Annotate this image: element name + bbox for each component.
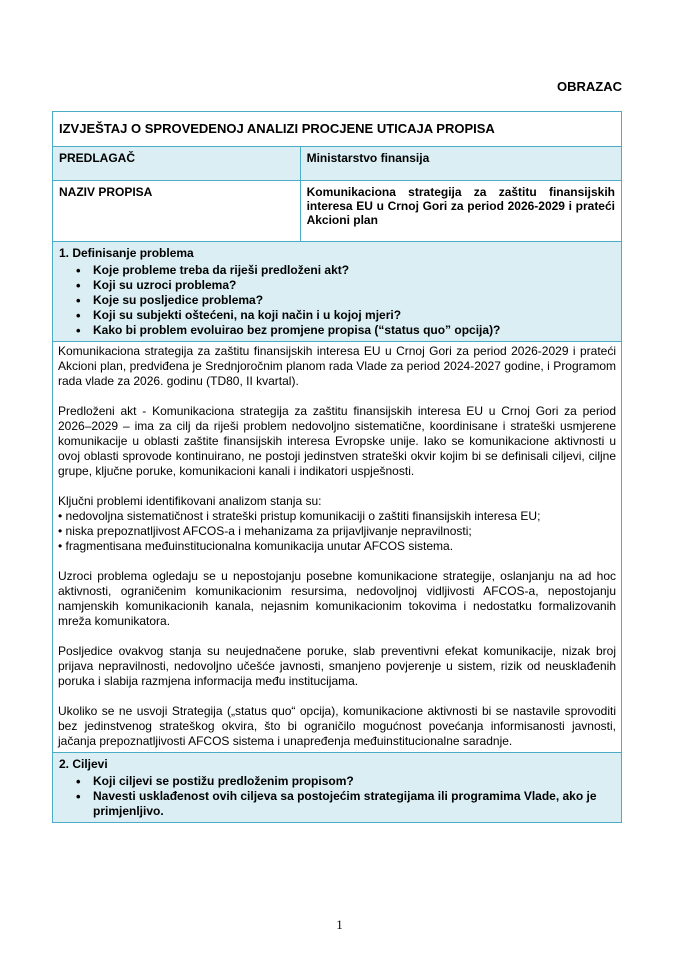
report-title: IZVJEŠTAJ O SPROVEDENOJ ANALIZI PROCJENE UTICAJA PROPISA — [53, 112, 622, 147]
ria-report-table — [52, 111, 622, 823]
section-2-header-row — [53, 753, 622, 823]
proposer-label: PREDLAGAČ — [53, 147, 301, 181]
paragraph: Posljedice ovakvog stanja su neujednačene poruke, slab preventivni efekat komunikacije, nizak broj prijava nepravilnosti, nedovoljno učešće javnosti, smanjeno povjerenje u sistem, rizik od neusklađenih poruka i slabija razmjena informacija među institucijama. — [58, 644, 616, 688]
section-2-title: 2. Ciljevi — [59, 757, 108, 771]
section-1-question: • Koje probleme treba da riješi predloženi akt? — [93, 263, 615, 278]
section-2-header — [53, 753, 622, 823]
paragraph: Uzroci problema ogledaju se u nepostojanju posebne komunikacione strategije, oslanjanju na ad hoc aktivnosti, ograničenim komunikacionim resursima, nedovoljnoj vidljivosti AFCOS-a, nepostojanju namjenskih komunikacionih kanala, nejasnim komunikacionim tokovima i nedostatku formalizovanih mreža komunikatora. — [58, 569, 616, 628]
section-1-title: 1. Definisanje problema — [59, 246, 194, 260]
regulation-value: Komunikaciona strategija za zaštitu finansijskih interesa EU u Crnoj Gori za period 2026-2029 i prateći Akcioni plan — [300, 181, 621, 242]
section-1-header-row — [53, 242, 622, 342]
section-1-header — [53, 242, 622, 342]
regulation-label: NAZIV PROPISA — [53, 181, 301, 242]
section-1-question: • Koji su uzroci problema? — [93, 278, 615, 293]
problem-list-item: • niska prepoznatljivost AFCOS-a i mehanizama za prijavljivanje nepravilnosti; — [58, 524, 472, 538]
paragraph: Komunikaciona strategija za zaštitu finansijskih interesa EU u Crnoj Gori za period 2026-2029 i prateći Akcioni plan, predviđena je Srednjoročnim planom rada Vlade za period 2024-2027 godine, i Programom rada vlade za 2026. godinu (TD80, II kvartal). — [58, 344, 616, 388]
form-label: OBRAZAC — [557, 79, 622, 94]
section-2-question: • Koji ciljevi se postižu predloženim propisom? — [93, 774, 615, 789]
section-2-question: • Navesti usklađenost ovih ciljeva sa postojećim strategijama ili programima Vlade, ako je primjenljivo. — [93, 789, 615, 819]
proposer-row — [53, 147, 622, 181]
section-1-question: • Koji su subjekti oštećeni, na koji način i u kojoj mjeri? — [93, 308, 615, 323]
problem-list-item: • nedovoljna sistematičnost i strateški pristup komunikaciji o zaštiti finansijskih interesa EU; — [58, 509, 541, 523]
section-2-questions — [59, 774, 615, 819]
section-1-body-row — [53, 342, 622, 753]
section-1-questions — [59, 263, 615, 338]
page-number: 1 — [336, 917, 343, 932]
paragraph: Ukoliko se ne usvoji Strategija („status quo“ opcija), komunikacione aktivnosti bi se nastavile sprovoditi bez jedinstvenog strateškog okvira, što bi ograničilo mogućnost povećanja informisanosti javnosti, jačanja prepoznatljivosti AFCOS sistema i unapređenja međuinstitucionalne saradnje. — [58, 704, 616, 748]
report-title-row — [53, 112, 622, 147]
paragraph: Ključni problemi identifikovani analizom stanja su: — [58, 494, 322, 508]
regulation-row — [53, 181, 622, 242]
paragraph: Predloženi akt - Komunikaciona strategija za zaštitu finansijskih interesa EU u Crnoj Gori za period 2026–2029 – ima za cilj da riješi problem nedovoljno sistematične, koordinisane i strateški usmjerene komunikacije u oblasti zaštite finansijskih interesa Evropske unije. Iako se komunikacione aktivnosti u ovoj oblasti sprovode kontinuirano, ne postoji jedinstven strateški okvir kojim bi se definisali ciljevi, ciljne grupe, ključne poruke, komunikacioni kanali i indikatori uspješnosti. — [58, 404, 616, 478]
problem-list-item: • fragmentisana međuinstitucionalna komunikacija unutar AFCOS sistema. — [58, 539, 454, 553]
section-1-question: • Koje su posljedice problema? — [93, 293, 615, 308]
section-1-question: • Kako bi problem evoluirao bez promjene propisa (“status quo” opcija)? — [93, 323, 615, 338]
section-1-body — [53, 342, 622, 753]
proposer-value: Ministarstvo finansija — [300, 147, 621, 181]
